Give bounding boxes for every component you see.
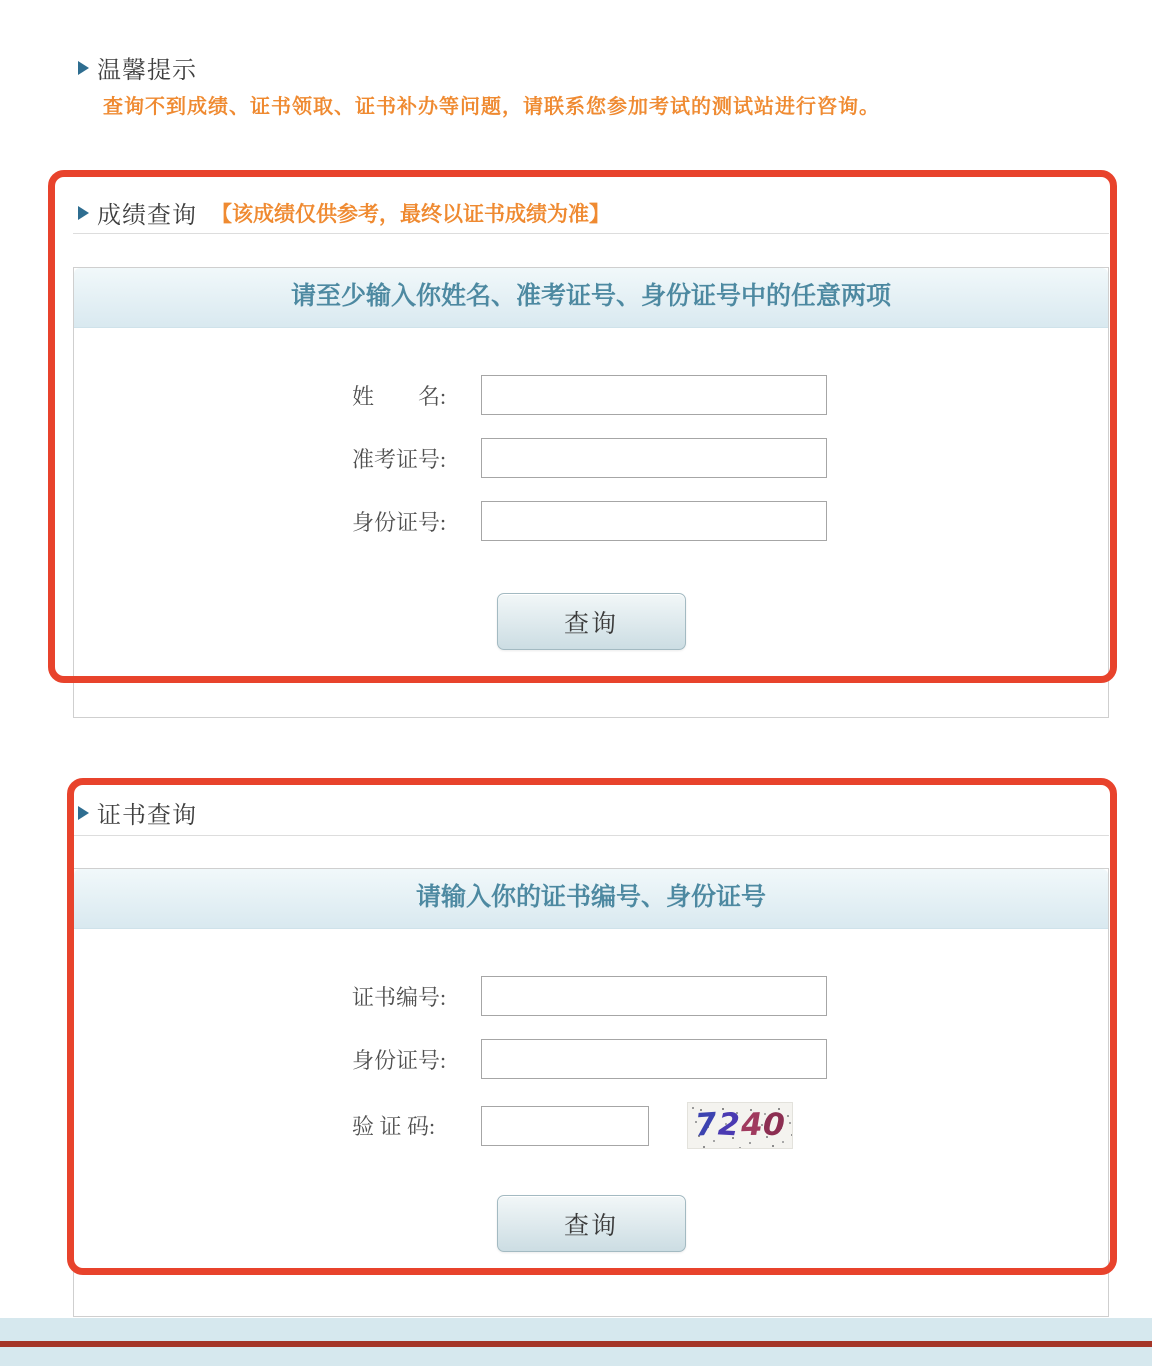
form-row	[74, 1102, 1108, 1149]
id-no-label: 身份证号:	[352, 509, 447, 535]
captcha-digits: 7 2 4 0	[694, 1106, 786, 1144]
form-row	[74, 438, 1108, 478]
triangle-bullet-icon	[78, 61, 89, 75]
cert-section-title: 证书查询	[97, 803, 197, 829]
score-banner: 请至少输入你姓名、准考证号、身份证号中的任意两项	[74, 268, 1108, 328]
footer-divider-line	[0, 1341, 1152, 1347]
cert-section-header	[78, 795, 197, 830]
form-row	[74, 1039, 1108, 1079]
notice-tip-text: 查询不到成绩、证书领取、证书补办等问题，请联系您参加考试的测试站进行咨询。	[103, 96, 880, 118]
notice-title: 温馨提示	[97, 58, 197, 84]
exam-no-input[interactable]	[481, 438, 827, 478]
notice-section-header	[78, 50, 197, 85]
captcha-image[interactable]	[687, 1102, 793, 1149]
score-section-header	[78, 195, 610, 230]
cert-banner: 请输入你的证书编号、身份证号	[74, 869, 1108, 929]
name-label: 姓 名:	[352, 383, 447, 409]
form-row	[74, 976, 1108, 1016]
id-no-input[interactable]	[481, 501, 827, 541]
cert-query-button[interactable]: 查询	[497, 1195, 686, 1252]
form-row	[74, 375, 1108, 415]
cert-query-panel	[73, 868, 1109, 1317]
divider	[73, 233, 1109, 234]
divider	[73, 835, 1109, 836]
score-query-button[interactable]: 查询	[497, 593, 686, 650]
form-row	[74, 501, 1108, 541]
captcha-label: 验 证 码:	[352, 1114, 436, 1139]
cert-no-input[interactable]	[481, 976, 827, 1016]
cert-id-no-label: 身份证号:	[352, 1047, 447, 1073]
score-section-note: 【该成绩仅供参考，最终以证书成绩为准】	[211, 201, 610, 226]
captcha-input[interactable]	[481, 1106, 649, 1146]
name-input[interactable]	[481, 375, 827, 415]
cert-no-label: 证书编号:	[352, 984, 447, 1010]
exam-no-label: 准考证号:	[352, 446, 447, 472]
cert-id-no-input[interactable]	[481, 1039, 827, 1079]
score-query-panel	[73, 267, 1109, 718]
triangle-bullet-icon	[78, 806, 89, 820]
triangle-bullet-icon	[78, 206, 89, 220]
score-section-title: 成绩查询	[97, 203, 197, 229]
